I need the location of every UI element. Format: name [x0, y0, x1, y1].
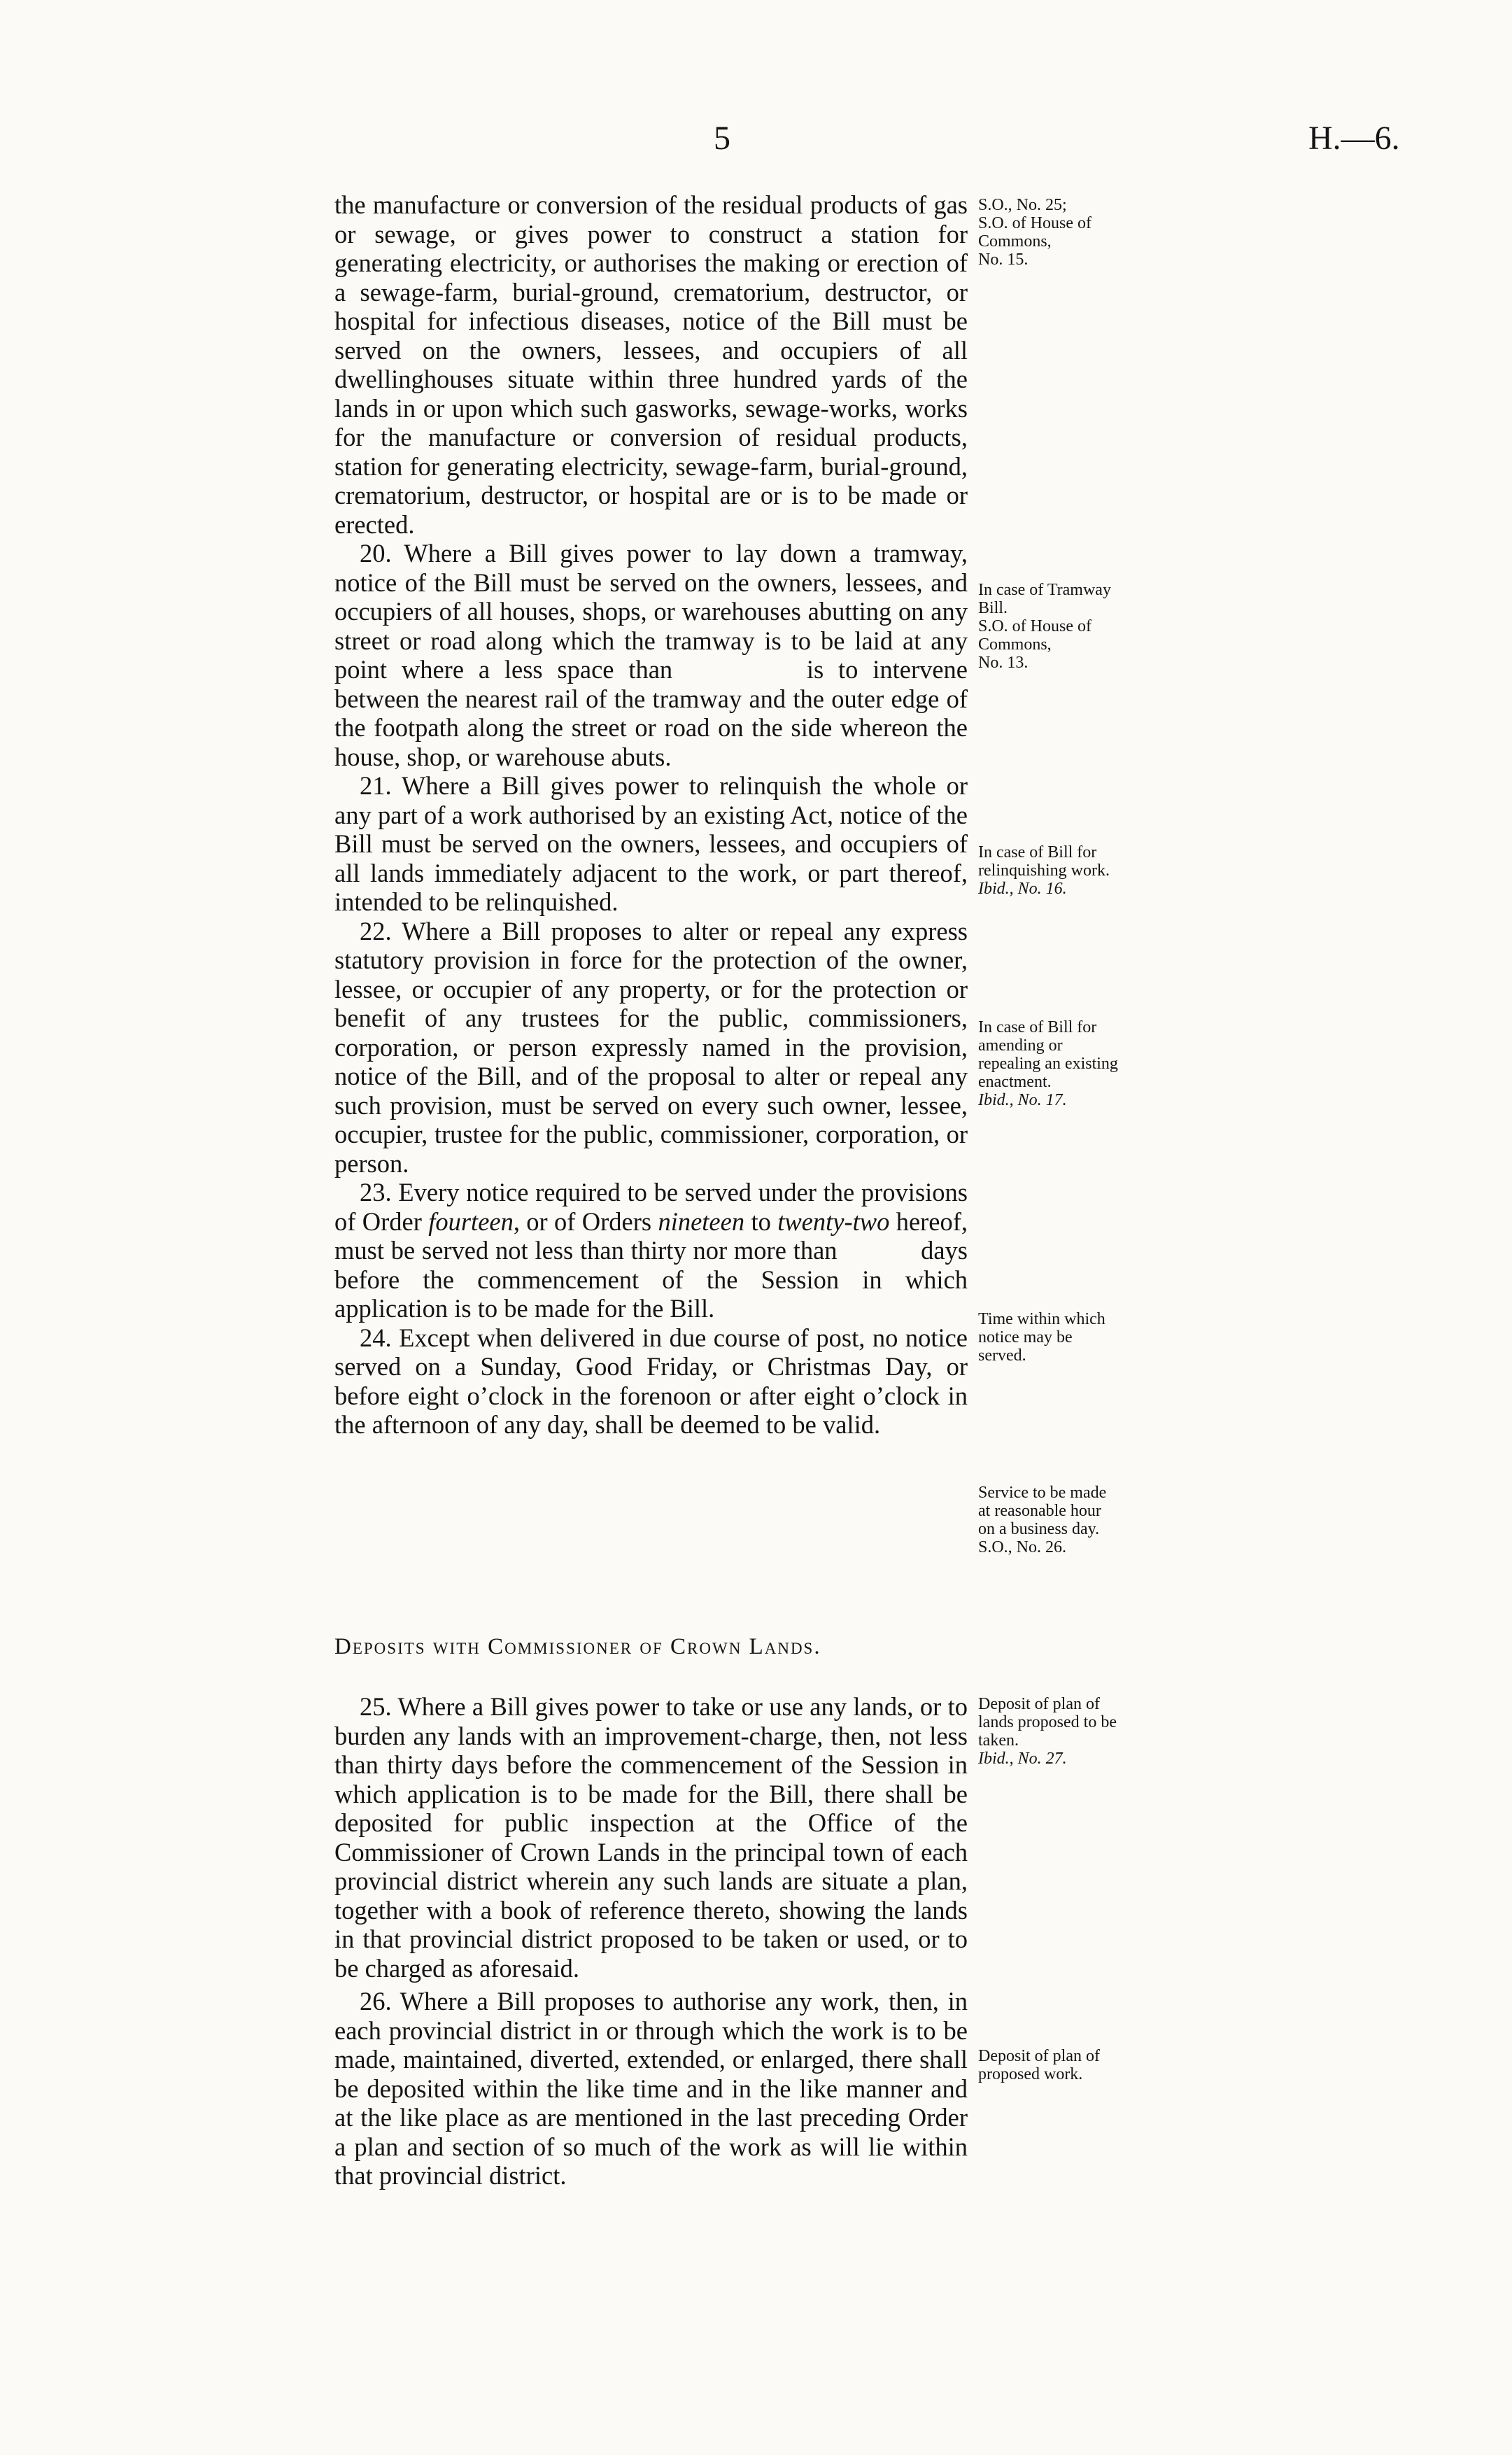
- note-line: Ibid., No. 27.: [978, 1750, 1067, 1768]
- margin-note-23: [978, 1310, 1118, 1365]
- note-line: S.O. of House of Commons,: [978, 214, 1091, 251]
- page-number: 5: [714, 120, 730, 157]
- order-23-twenty-two: twenty-two: [777, 1207, 890, 1236]
- margin-note-24: [978, 1484, 1118, 1556]
- note-line: In case of Bill for amending or repealing an existing enactment.: [978, 1018, 1118, 1091]
- margin-note-19: [978, 196, 1118, 269]
- section-heading-text: Deposits with Commissioner of Crown Lands.: [334, 1634, 821, 1659]
- order-23: [334, 1178, 968, 1323]
- margin-note-26: [978, 2047, 1118, 2083]
- section-heading: [334, 1634, 968, 1660]
- note-line: S.O., No. 26.: [978, 1538, 1067, 1556]
- margin-note-25: [978, 1695, 1118, 1768]
- note-line: S.O., No. 25;: [978, 196, 1067, 214]
- order-23-fourteen: fourteen: [428, 1207, 514, 1236]
- note-line: In case of Tramway Bill.: [978, 581, 1111, 617]
- note-line: Deposit of plan of lands proposed to be taken.: [978, 1695, 1117, 1750]
- note-line: Deposit of plan of proposed work.: [978, 2047, 1100, 2083]
- order-19-continuation: the manufacture or conversion of the residual products of gas or sewage, or gives power to construct a station for generating electricity, or authorises the making or erection of a sewage-farm, burial-ground, crematorium, destructor, or hospital for infectious diseases, notice of the Bill must be served on the owners, lessees, and occupiers of all dwellinghouses situate within three hundred yards of the lands in or upon which such gasworks, sewage-works, works for the manufacture or conversion of residual products, station for generating electricity, sewage-farm, burial-ground, crematorium, destructor, or hospital are or is to be made or erected.: [334, 190, 968, 539]
- note-line: No. 13.: [978, 654, 1029, 672]
- order-22: 22. Where a Bill proposes to alter or repeal any express statutory provision in force for the protection of the owner, lessee, or occupier of any property, or for the protection or benefit of any trustees for the public, commissioners, corporation, or person expressly named in the provision, notice of the Bill, and of the proposal to alter or repeal any such provision, must be served on every such owner, lessee, occupier, trustee for the public, commissioner, corporation, or person.: [334, 916, 968, 1178]
- order-23-part-1: 23. Every notice required to be served under the provisions of Order: [334, 1178, 968, 1236]
- order-24: 24. Except when delivered in due course of post, no notice served on a Sunday, Good Friday, or Christmas Day, or before eight o’clock in the forenoon or after eight o’clock in the afternoon of any day, shall be deemed to be valid.: [334, 1323, 968, 1439]
- document-code: H.—6.: [1308, 120, 1400, 157]
- note-line: S.O. of House of Commons,: [978, 617, 1091, 654]
- order-23-part-3: to: [751, 1207, 771, 1236]
- orders-block-2: [334, 1692, 968, 2190]
- order-23-part-4: hereof, must be served not less than thirty nor more than: [334, 1207, 968, 1265]
- margin-note-20: [978, 581, 1118, 672]
- order-21: 21. Where a Bill gives power to relinquish the whole or any part of a work authorised by an existing Act, notice of the Bill must be served on the owners, lessees, and occupiers of all lands immediately adjacent to the work, or part thereof, intended to be relinquished.: [334, 771, 968, 916]
- note-line: Ibid., No. 17.: [978, 1091, 1067, 1109]
- margin-note-22: [978, 1018, 1118, 1109]
- orders-block-1: [334, 190, 968, 1440]
- note-line: Time within which notice may be served.: [978, 1310, 1105, 1365]
- order-20: [334, 539, 968, 771]
- margin-note-21: [978, 843, 1118, 898]
- order-23-part-2: , or of Orders: [513, 1207, 652, 1236]
- order-20-part-2: is to intervene between the nearest rail of the tramway and the outer edge of the footpath along the street or road on the side whereon the house, shop, or warehouse abuts.: [334, 655, 968, 771]
- note-line: No. 15.: [978, 251, 1029, 269]
- note-line: In case of Bill for relinquishing work.: [978, 843, 1110, 880]
- note-line: Service to be made at reasonable hour on a business day.: [978, 1484, 1107, 1538]
- order-25: 25. Where a Bill gives power to take or use any lands, or to burden any lands with an improvement-charge, then, not less than thirty days before the commencement of the Session in which application is to be made for the Bill, there shall be deposited for public inspection at the Office of the Commissioner of Crown Lands in the principal town of each provincial district wherein any such lands are situate a plan, together with a book of reference thereto, showing the lands in that provincial district proposed to be taken or used, or to be charged as aforesaid.: [334, 1692, 968, 1983]
- order-23-nineteen: nineteen: [658, 1207, 745, 1236]
- order-20-part-1: 20. Where a Bill gives power to lay down a tramway, notice of the Bill must be served on the owners, lessees, and occupiers of all houses, shops, or warehouses abutting on any street or road along which the tramway is to be laid at any point where a less space than: [334, 539, 968, 684]
- note-line: Ibid., No. 16.: [978, 880, 1067, 898]
- order-23-part-5: days before the commencement of the Session in which application is to be made for the Bill.: [334, 1236, 968, 1323]
- order-26: 26. Where a Bill proposes to authorise any work, then, in each provincial district in or through which the work is to be made, maintained, diverted, extended, or enlarged, there shall be deposited within the like time and in the like manner and at the like place as are mentioned in the last preceding Order a plan and section of so much of the work as will lie within that provincial district.: [334, 1987, 968, 2190]
